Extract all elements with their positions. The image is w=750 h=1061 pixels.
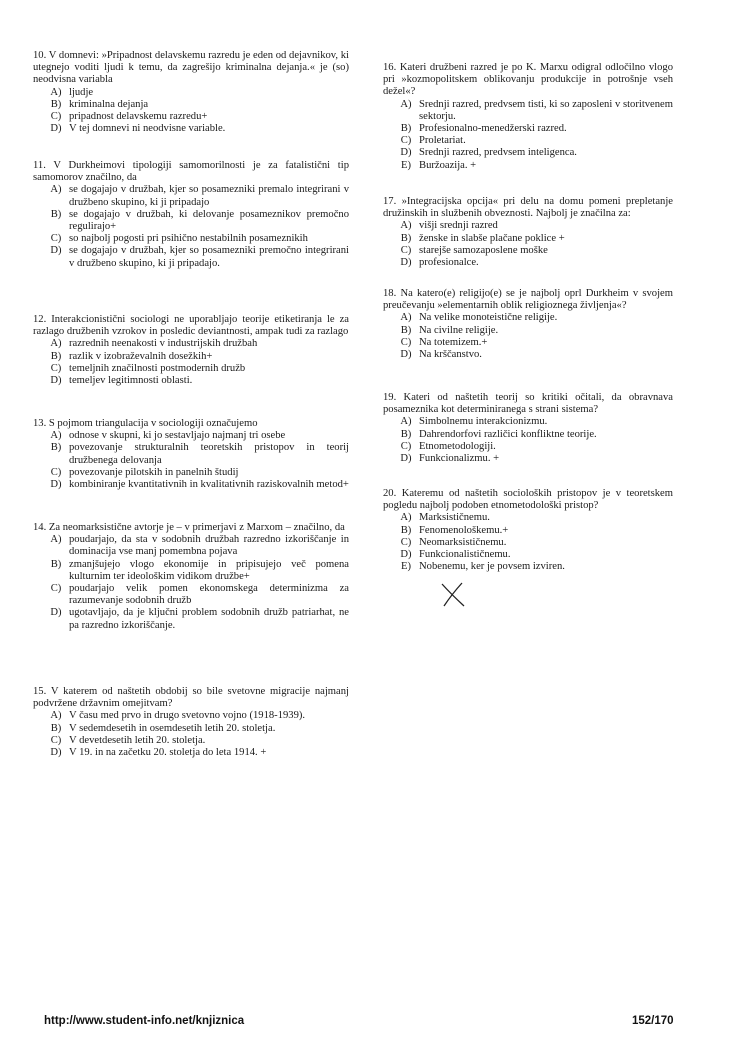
question-stem: 17. »Integracijska opcija« pri delu na domu pomeni prepletanje družinskih in službenih obveznosti. Najbolj je značilna za: [383, 196, 673, 220]
option-label: A) [400, 416, 412, 428]
option-label: D) [400, 349, 412, 361]
option-text: Na civilne religije. [419, 324, 499, 336]
option-text: odnose v skupni, ki jo sestavljajo najmanj tri osebe [69, 430, 286, 442]
option-label: A) [50, 184, 62, 196]
option-text: Na velike monoteistične religije. [419, 312, 558, 324]
question-12 [33, 314, 349, 387]
answer-option [43, 735, 349, 747]
option-text: Marksističnemu. [419, 512, 490, 524]
option-label: D) [400, 257, 412, 269]
option-label: C) [400, 440, 412, 452]
question-11 [33, 160, 349, 270]
option-label: B) [400, 524, 412, 536]
question-10 [33, 50, 349, 135]
option-label: B) [50, 722, 62, 734]
answer-option [393, 453, 673, 465]
option-label: C) [50, 362, 62, 374]
option-text: profesionalce. [419, 257, 479, 269]
question-18 [383, 288, 673, 361]
option-text: Buržoazija. + [419, 159, 477, 171]
option-text: Fenomenološkemu.+ [419, 524, 509, 536]
option-label: D) [50, 747, 62, 759]
answer-option [393, 337, 673, 349]
option-label: D) [50, 245, 62, 257]
answer-option [393, 512, 673, 524]
answer-option [43, 710, 349, 722]
option-text: razrednih neenakosti v industrijskih družbah [69, 338, 258, 350]
answer-option [393, 233, 673, 245]
question-stem: 11. V Durkheimovi tipologiji samomorilnosti je za fatalistični tip samomorov značilno, da [33, 160, 349, 184]
option-label: C) [400, 536, 412, 548]
option-text: ljudje [69, 86, 94, 98]
answer-option [393, 99, 673, 123]
answer-option [393, 561, 673, 573]
option-label: B) [50, 442, 62, 454]
option-label: D) [50, 375, 62, 387]
option-text: Na krščanstvo. [419, 349, 482, 361]
option-label: A) [50, 338, 62, 350]
option-text: V tej domnevi ni neodvisne variable. [69, 123, 226, 135]
answer-option [393, 429, 673, 441]
answer-option [393, 312, 673, 324]
answer-option [393, 147, 673, 159]
answer-option [43, 363, 349, 375]
option-text: se dogajajo v družbah, ki delovanje posameznikov premočno regulirajo+ [69, 208, 349, 233]
question-20 [383, 488, 673, 573]
answer-option [43, 607, 349, 631]
option-label: E) [401, 159, 411, 171]
option-text: temeljnih značilnosti postmodernih družb [69, 362, 246, 374]
answer-option [43, 99, 349, 111]
option-text: Srednji razred, predvsem inteligenca. [419, 147, 577, 159]
option-label: D) [400, 147, 412, 159]
option-label: C) [50, 466, 62, 478]
option-text: višji srednji razred [419, 220, 498, 232]
answer-option [43, 375, 349, 387]
answer-option [43, 233, 349, 245]
option-text: Na totemizem.+ [419, 336, 488, 348]
option-text: V 19. in na začetku 20. stoletja do leta 1914. + [69, 747, 267, 759]
option-text: V devetdesetih letih 20. stoletja. [69, 734, 206, 746]
answer-option [43, 209, 349, 233]
question-stem: 12. Interakcionistični sociologi ne uporabljajo teorije etiketiranja le za razlago družbenih vzrokov in posledic deviantnosti, ampak tudi za razlago [33, 314, 349, 338]
option-label: B) [50, 350, 62, 362]
question-stem: 18. Na katero(e) religijo(e) se je najbolj oprl Durkheim v svojem preučevanju »elementarnih oblik religioznega življenja«? [383, 288, 673, 312]
question-13 [33, 418, 349, 491]
option-text: ugotavljajo, da je ključni problem sodobnih družb patriarhat, ne pa razredno izkoriščanje. [69, 607, 349, 631]
option-text: povezovanje strukturalnih teoretskih pristopov in teorij družbenega delovanja [69, 442, 349, 466]
answer-option [393, 525, 673, 537]
option-text: so najbolj pogosti pri psihično nestabilnih posameznikih [69, 233, 308, 245]
option-text: V sedemdesetih in osemdesetih letih 20. stoletja. [69, 722, 276, 734]
answer-option [393, 160, 673, 172]
answer-option [43, 534, 349, 558]
option-label: C) [50, 583, 62, 595]
option-label: C) [400, 135, 412, 147]
answer-option [43, 123, 349, 135]
option-text: kombiniranje kvantitativnih in kvalitativnih raziskovalnih metod+ [69, 479, 349, 491]
answer-option [393, 257, 673, 269]
answer-option [393, 549, 673, 561]
option-label: B) [400, 324, 412, 336]
option-text: Neomarksističnemu. [419, 536, 507, 548]
answer-option [43, 245, 349, 269]
option-text: pripadnost delavskemu razredu+ [69, 111, 208, 123]
option-text: Profesionalno-menedžerski razred. [419, 123, 567, 135]
question-14 [33, 522, 349, 632]
option-text: starejše samozaposlene moške [419, 244, 548, 256]
option-text: zmanjšujejo vlogo ekonomije in pripisujejo več pomena kulturnim ter ideološkim vidikom družbe+ [69, 558, 349, 582]
answer-option [43, 747, 349, 759]
answer-option [393, 245, 673, 257]
option-label: C) [400, 244, 412, 256]
answer-option [393, 416, 673, 428]
answer-option [43, 111, 349, 123]
option-label: A) [400, 512, 412, 524]
answer-option [43, 442, 349, 466]
question-16 [383, 62, 673, 172]
option-label: D) [50, 479, 62, 491]
option-text: Etnometodologiji. [419, 440, 496, 452]
option-label: A) [50, 86, 62, 98]
option-label: C) [400, 336, 412, 348]
answer-option [43, 723, 349, 735]
option-label: E) [401, 561, 411, 573]
option-label: C) [50, 233, 62, 245]
answer-option [393, 349, 673, 361]
answer-option [43, 479, 349, 491]
question-stem: 14. Za neomarksistične avtorje je – v primerjavi z Marxom – značilno, da [33, 522, 345, 533]
option-label: D) [50, 123, 62, 135]
option-label: A) [50, 710, 62, 722]
answer-option [393, 537, 673, 549]
option-text: Funkcionalizmu. + [419, 453, 500, 465]
question-17 [383, 196, 673, 269]
option-text: povezovanje pilotskih in panelnih študij [69, 466, 239, 478]
answer-option [43, 559, 349, 583]
answer-option [43, 583, 349, 607]
answer-option [43, 87, 349, 99]
question-stem: 20. Kateremu od naštetih socioloških pristopov je v teoretskem pogledu najbolj podoben etnometodološki pristop? [383, 488, 673, 512]
answer-option [393, 220, 673, 232]
question-stem: 16. Kateri družbeni razred je po K. Marxu odigral odločilno vlogo pri »kozmopolitskem oblikovanju produkcije in potrošnje vseh dežel«? [383, 62, 673, 98]
option-text: V času med prvo in drugo svetovno vojno (1918-1939). [69, 710, 306, 722]
question-stem: 15. V katerem od naštetih obdobij so bile svetovne migracije najmanj podvržene državnim omejitvam? [33, 686, 349, 710]
option-label: B) [50, 98, 62, 110]
option-label: C) [50, 111, 62, 123]
option-text: poudarjajo velik pomen ekonomskega determinizma za razumevanje sodobnih družb [69, 583, 349, 607]
question-15 [33, 686, 349, 759]
option-text: Dahrendorfovi različici konfliktne teorije. [419, 428, 597, 440]
option-text: kriminalna dejanja [69, 98, 149, 110]
option-label: A) [400, 220, 412, 232]
answer-option [43, 351, 349, 363]
option-label: B) [400, 428, 412, 440]
option-text: Srednji razred, predvsem tisti, ki so zaposleni v storitvenem sektorju. [419, 98, 673, 122]
option-text: se dogajajo v družbah, kjer so posamezniki premočno integrirani v družbeno skupino, ki ji pripadajo. [69, 245, 349, 269]
option-text: temeljev legitimnosti oblasti. [69, 375, 193, 387]
option-text: se dogajajo v družbah, kjer so posamezniki premalo integrirani v družbeno skupino, ki ji pripadajo [69, 184, 349, 208]
option-text: razlik v izobraževalnih dosežkih+ [69, 350, 213, 362]
option-label: A) [50, 430, 62, 442]
answer-option [393, 135, 673, 147]
answer-option [43, 184, 349, 208]
option-label: B) [50, 208, 62, 220]
option-label: A) [400, 98, 412, 110]
question-stem: 10. V domnevi: »Pripadnost delavskemu razredu je eden od dejavnikov, ki utegnejo voditi ljudi k temu, da zagrešijo kriminalna dejanja.« je (so) neodvisna variabla [33, 50, 349, 86]
option-text: Simbolnemu interakcionizmu. [419, 416, 548, 428]
answer-option [43, 338, 349, 350]
footer-url[interactable]: http://www.student-info.net/knjiznica [44, 1015, 245, 1027]
option-label: A) [50, 534, 62, 546]
option-text: ženske in slabše plačane poklice + [419, 232, 565, 244]
question-stem: 19. Kateri od naštetih teorij so kritiki očitali, da obravnava posameznika kot determiniranega s strani sistema? [383, 392, 673, 416]
answer-option [393, 325, 673, 337]
question-stem: 13. S pojmom triangulacija v sociologiji označujemo [33, 418, 258, 429]
option-text: Funkcionalističnemu. [419, 549, 511, 561]
option-label: B) [50, 558, 62, 570]
answer-option [393, 441, 673, 453]
answer-option [393, 123, 673, 135]
option-label: D) [400, 453, 412, 465]
option-text: poudarjajo, da sta v sodobnih družbah razredno izkoriščanje in dominacija vse manj pomembna pojava [69, 534, 349, 558]
option-label: A) [400, 312, 412, 324]
answer-option [43, 467, 349, 479]
option-label: D) [400, 549, 412, 561]
option-label: C) [50, 734, 62, 746]
handwritten-x-mark [439, 582, 467, 608]
page-number: 152/170 [632, 1015, 674, 1027]
option-label: D) [50, 607, 62, 619]
option-label: B) [400, 123, 412, 135]
option-label: B) [400, 232, 412, 244]
option-text: Proletariat. [419, 135, 466, 147]
answer-option [43, 430, 349, 442]
option-text: Nobenemu, ker je povsem izviren. [419, 561, 565, 573]
question-19 [383, 392, 673, 465]
